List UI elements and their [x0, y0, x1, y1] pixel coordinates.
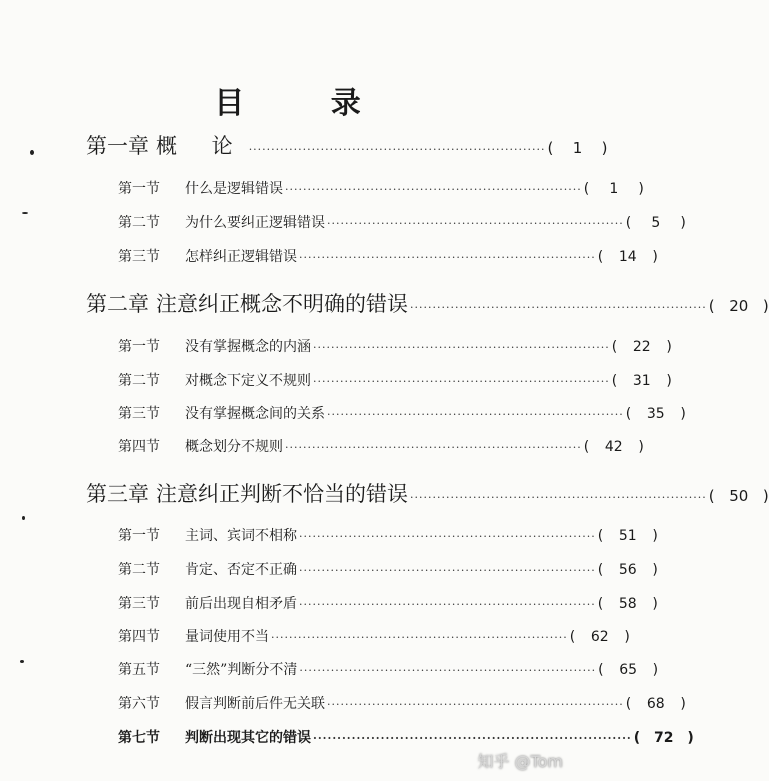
- dot-leader: ··································································: [285, 183, 582, 196]
- section-3-1-entry: [118, 525, 658, 545]
- section-number: 第四节: [118, 439, 160, 455]
- dot-leader: ··································································: [285, 441, 582, 454]
- section-3-3-entry: [118, 593, 658, 613]
- page-number: ( 62 ): [569, 629, 630, 645]
- page-number: ( 50 ): [708, 487, 769, 505]
- section-number: 第六节: [118, 696, 160, 712]
- chapter-1-entry: [86, 130, 608, 160]
- section-number: 第一节: [118, 181, 160, 197]
- dot-leader: ··································································: [299, 598, 596, 611]
- section-title: 主词、宾词不相称: [185, 528, 297, 544]
- dot-leader: ··································································: [313, 375, 610, 388]
- section-title: 没有掌握概念间的关系: [185, 406, 325, 422]
- section-number: 第一节: [118, 339, 160, 355]
- section-3-5-entry: [118, 659, 659, 679]
- page-number: ( 1 ): [583, 181, 644, 197]
- section-title: 没有掌握概念的内涵: [185, 339, 311, 355]
- page-number: ( 20 ): [708, 297, 769, 315]
- chapter-number: 第三章: [86, 482, 149, 506]
- page-number: ( 5 ): [625, 215, 686, 231]
- section-3-6-entry: [118, 693, 686, 713]
- section-title: 判断出现其它的错误: [185, 730, 311, 746]
- section-title: 什么是逻辑错误: [185, 181, 283, 197]
- chapter-number: 第二章: [86, 292, 149, 316]
- watermark: 知乎 @Tom: [477, 752, 563, 771]
- page-number: ( 68 ): [625, 696, 686, 712]
- page-number: ( 56 ): [597, 562, 658, 578]
- scan-speck: [22, 516, 25, 520]
- section-number: 第四节: [118, 629, 160, 645]
- dot-leader: ··································································: [327, 408, 624, 421]
- dot-leader: ··································································: [313, 341, 610, 354]
- dot-leader: ··································································: [410, 301, 707, 314]
- section-number: 第七节: [118, 730, 160, 746]
- page-number: ( 42 ): [583, 439, 644, 455]
- page-number: ( 31 ): [611, 373, 672, 389]
- scan-speck: [30, 150, 34, 155]
- page-number: ( 65 ): [598, 662, 659, 678]
- section-number: 第三节: [118, 596, 160, 612]
- page-number: ( 35 ): [625, 406, 686, 422]
- section-3-7-entry: [118, 727, 694, 747]
- dot-leader: ··································································: [271, 631, 568, 644]
- section-number: 第三节: [118, 406, 160, 422]
- section-1-3-entry: [118, 246, 658, 266]
- chapter-3-entry: [86, 478, 769, 508]
- page-title: 目 录: [214, 86, 399, 121]
- dot-leader: ··································································: [299, 530, 596, 543]
- page-number: ( 72 ): [633, 730, 694, 746]
- section-title: 肯定、否定不正确: [185, 562, 297, 578]
- dot-leader: ··································································: [299, 251, 596, 264]
- section-title: 怎样纠正逻辑错误: [185, 249, 297, 265]
- dot-leader: ··································································: [327, 217, 624, 230]
- page-number: ( 51 ): [597, 528, 658, 544]
- dot-leader: ··································································: [313, 732, 632, 745]
- dot-leader: ··································································: [410, 491, 707, 504]
- section-title: 假言判断前后件无关联: [185, 696, 325, 712]
- section-title: 概念划分不规则: [185, 439, 283, 455]
- section-1-2-entry: [118, 212, 686, 232]
- section-1-1-entry: [118, 178, 644, 198]
- section-number: 第二节: [118, 215, 160, 231]
- chapter-title: 注意纠正概念不明确的错误: [156, 292, 408, 316]
- section-3-2-entry: [118, 559, 658, 579]
- page-number: ( 22 ): [611, 339, 672, 355]
- section-2-2-entry: [118, 370, 672, 390]
- chapter-2-entry: [86, 288, 769, 318]
- dot-leader: ··································································: [299, 664, 597, 677]
- section-number: 第一节: [118, 528, 160, 544]
- section-number: 第二节: [118, 373, 160, 389]
- dot-leader: ··································································: [327, 698, 624, 711]
- section-title: 量词使用不当: [185, 629, 269, 645]
- section-title: 为什么要纠正逻辑错误: [185, 215, 325, 231]
- section-2-4-entry: [118, 436, 644, 456]
- section-number: 第三节: [118, 249, 160, 265]
- dot-leader: ··································································: [248, 143, 546, 156]
- scan-speck: [22, 212, 28, 214]
- section-2-3-entry: [118, 403, 686, 423]
- section-2-1-entry: [118, 336, 672, 356]
- section-3-4-entry: [118, 626, 630, 646]
- section-title: “三然”判断分不清: [185, 662, 298, 678]
- chapter-title: 概 论: [156, 134, 247, 158]
- chapter-number: 第一章: [86, 134, 149, 158]
- section-number: 第二节: [118, 562, 160, 578]
- page-number: ( 1 ): [547, 139, 608, 157]
- chapter-title: 注意纠正判断不恰当的错误: [156, 482, 408, 506]
- section-title: 对概念下定义不规则: [185, 373, 311, 389]
- section-title: 前后出现自相矛盾: [185, 596, 297, 612]
- page-number: ( 58 ): [597, 596, 658, 612]
- scan-speck: [20, 660, 24, 663]
- section-number: 第五节: [118, 662, 160, 678]
- page-number: ( 14 ): [597, 249, 658, 265]
- dot-leader: ··································································: [299, 564, 596, 577]
